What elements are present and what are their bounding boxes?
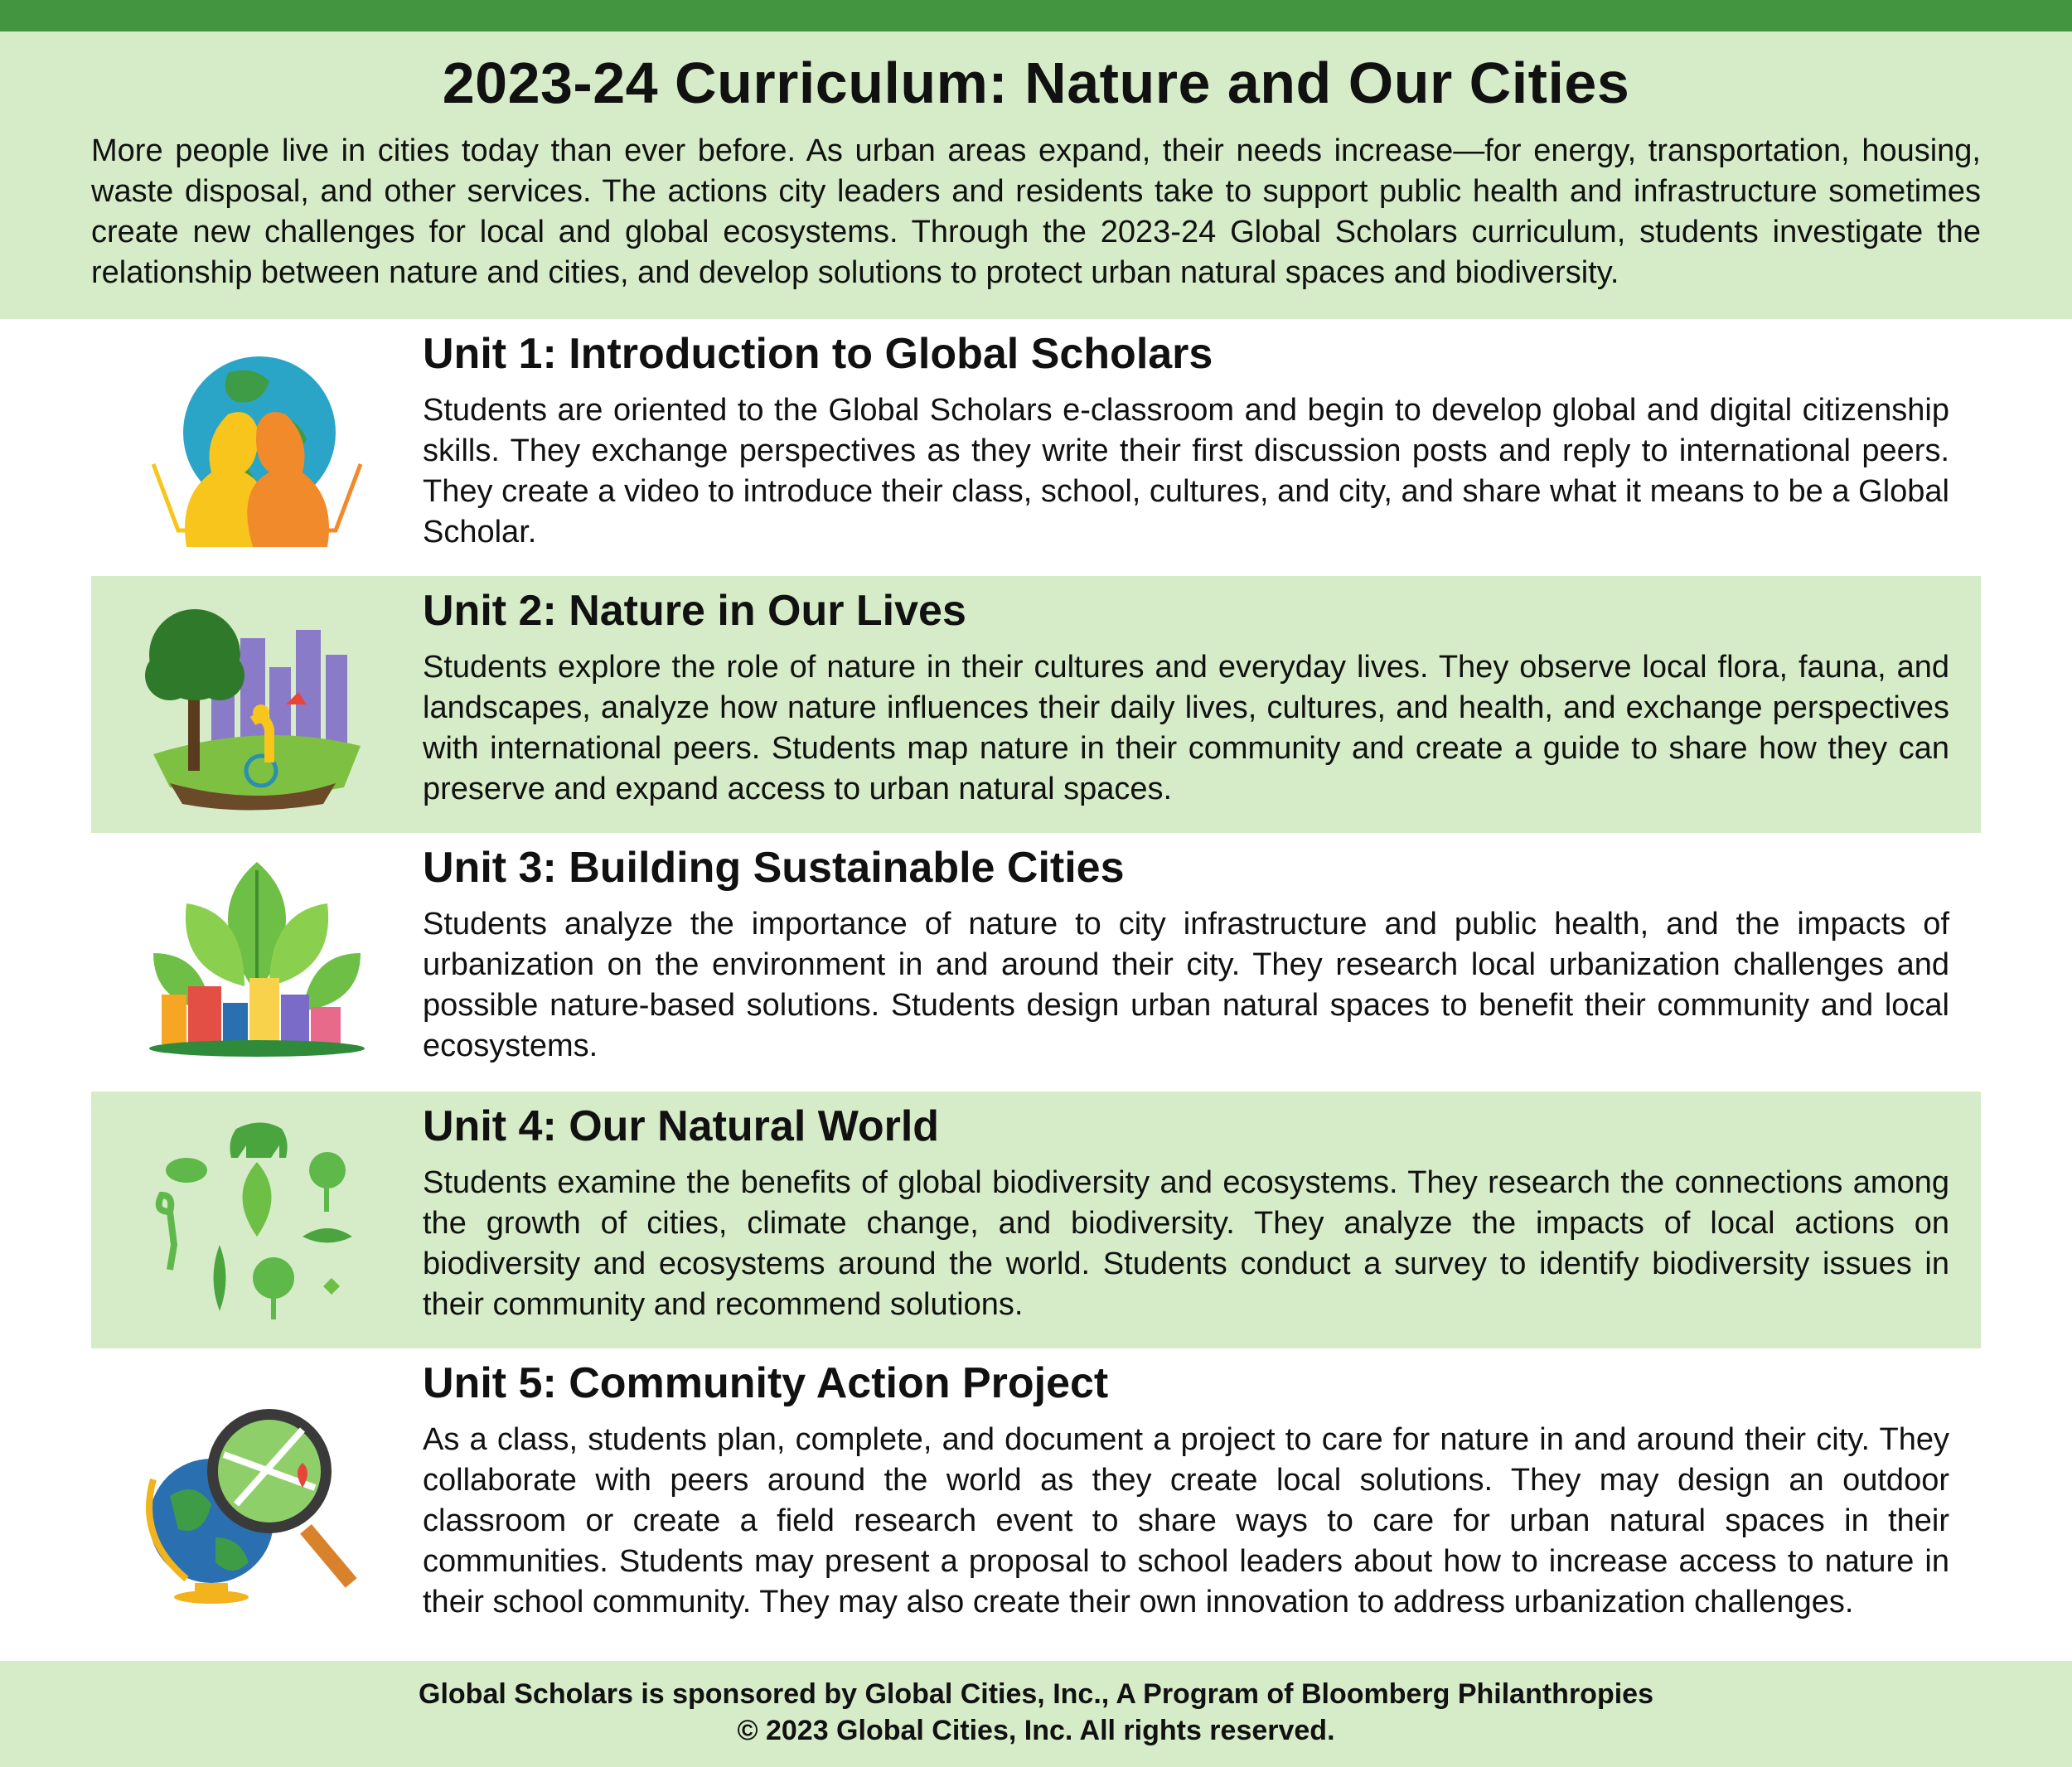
unit-3-title: Unit 3: Building Sustainable Cities	[423, 844, 1125, 892]
unit-5-title: Unit 5: Community Action Project	[423, 1359, 1109, 1407]
top-accent-bar	[0, 0, 2072, 31]
intro-paragraph: More people live in cities today than ever before. As urban areas expand, their needs increase—for energy, transportation, housing, waste disposal, and other services. The actions city leaders and residents take to support public health and infrastructure sometimes create new challenges for local and global ecosystems. Through the 2023-24 Global Scholars curriculum, students investigate the relationship between nature and cities, and develop solutions to protect urban natural spaces and biodiversity.	[91, 133, 1981, 290]
unit-5-description: As a class, students plan, complete, and document a project to care for nature in and around their city. They collaborate with peers around the world as they create local solutions. They may design an outdoor classroom or create a field research event to share ways to care for urban natural spaces in their communities. Students may present a proposal to school leaders about how to increase access to nature in their school community. They may also create their own innovation to address urbanization challenges.	[423, 1422, 1949, 1619]
globe-magnifier-map-icon	[91, 1348, 423, 1659]
unit-3-description: Students analyze the importance of nature to city infrastructure and public health, and the impacts of urbanization on the environment in and around their city. They research local urbanization challenges and possible nature-based solutions. Students design urban natural spaces to benefit their community and local ecosystems.	[423, 907, 1949, 1063]
copyright-line: © 2023 Global Cities, Inc. All rights reserved.	[737, 1715, 1335, 1746]
students-globe-laptops-icon	[91, 319, 423, 576]
header-section	[0, 31, 2072, 319]
page-title: 2023-24 Curriculum: Nature and Our Cities	[442, 51, 1630, 115]
tree-city-park-icon	[91, 576, 423, 833]
footer	[0, 1661, 2072, 1767]
unit-4-section	[91, 1092, 1981, 1348]
unit-4-title: Unit 4: Our Natural World	[423, 1102, 940, 1150]
sponsor-line: Global Scholars is sponsored by Global Cities, Inc., A Program of Bloomberg Philanthropies	[419, 1678, 1653, 1710]
unit-3-section	[91, 833, 1981, 1090]
unit-2-title: Unit 2: Nature in Our Lives	[423, 587, 966, 635]
unit-4-description: Students examine the benefits of global biodiversity and ecosystems. They research the connections among the growth of cities, climate change, and biodiversity. They analyze the impacts of local actions on biodiversity and ecosystems around the world. Students conduct a survey to identify biodiversity issues in their community and recommend solutions.	[423, 1165, 1949, 1322]
biodiversity-animals-plants-icon	[91, 1092, 423, 1348]
leaves-buildings-icon	[91, 833, 423, 1090]
unit-1-title: Unit 1: Introduction to Global Scholars	[423, 330, 1213, 378]
unit-1-description: Students are oriented to the Global Scholars e-classroom and begin to develop global and digital citizenship skills. They exchange perspectives as they write their first discussion posts and reply to international peers. They create a video to introduce their class, school, cultures, and city, and share what it means to be a Global Scholar.	[423, 393, 1949, 549]
unit-2-description: Students explore the role of nature in their cultures and everyday lives. They observe local flora, fauna, and landscapes, analyze how nature influences their daily lives, cultures, and health, and exchange perspectives with international peers. Students map nature in their community and create a guide to share how they can preserve and expand access to urban natural spaces.	[423, 650, 1949, 806]
unit-2-section	[91, 576, 1981, 833]
unit-5-section	[91, 1348, 1981, 1659]
unit-1-section	[91, 319, 1981, 576]
